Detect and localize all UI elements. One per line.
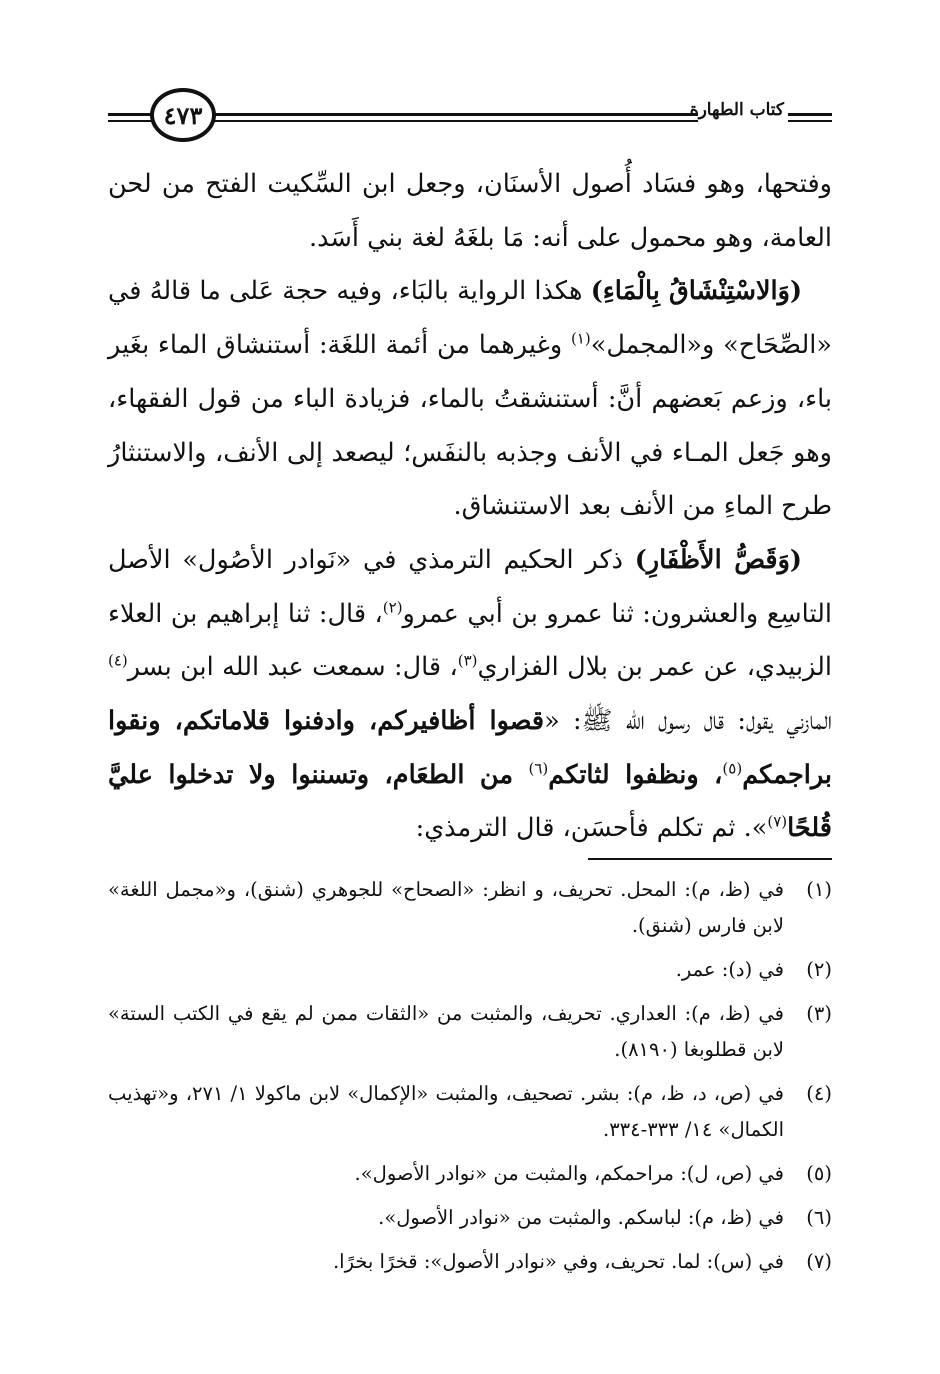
footnote-text: في (ص، د، ظ، م): بشر. تصحيف، والمثبت «الإكمال» لابن ماكولا ١/ ٢٧١، و«تهذيب الكمال» ١٤/ ٣٣٣-٣٣٤. bbox=[108, 1082, 784, 1141]
text-run: ، قال: سمعت عبد الله ابن بسر bbox=[127, 652, 458, 683]
footnote bbox=[108, 1200, 832, 1236]
paragraph bbox=[108, 265, 832, 534]
text-run: وغيرهما من أئمة اللغَة: أستنشاق الماء بغَير باء، وزعم بَعضهم أنَّ: أستنشقتُ بالماء، فزيادة الباء من قول الفقهاء، وهو جَعل المـاء في الأنف وجذبه بالنفَس؛ ليصعد إلى الأنف، والاستنثارُ طرح الماءِ من الأنف بعد الاستنشاق. bbox=[108, 330, 832, 522]
text-run: المازني يقول: قال رسول الله ﷺ: « bbox=[544, 706, 832, 737]
text-run: ». ثم تكلم فأحسَن، قال الترمذي: bbox=[415, 813, 768, 844]
lemma: (وَالاسْتِنْشَاقُ بِالْمَاءِ) bbox=[590, 276, 803, 307]
footnote-text: في (ظ، م): العداري. تحريف، والمثبت من «الثقات ممن لم يقع في الكتب الستة» لابن قطلوبغا (٨١٩٠). bbox=[108, 1002, 784, 1061]
footnote-text: في (س): لما. تحريف، وفي «نوادر الأصول»: قخرًا بخرًا. bbox=[332, 1250, 784, 1273]
footnote-ref[interactable]: (٤) bbox=[108, 651, 128, 670]
footnote-ref[interactable]: (٣) bbox=[457, 651, 478, 670]
footnote-text: في (د): عمر. bbox=[675, 958, 784, 981]
header-rule bbox=[788, 120, 832, 122]
footnote-text: في (ظ، م): المحل. تحريف، و انظر: «الصحاح» للجوهري (شنق)، و«مجمل اللغة» لابن فارس (شنق). bbox=[108, 878, 784, 937]
text-run: ، قال: ثنا إبراهيم بن العلاء الزبيدي، عن عمر بن بلال الفزاري bbox=[108, 598, 832, 683]
footnote-ref[interactable]: (٢) bbox=[382, 598, 403, 617]
lemma: (وَقَصُّ الأَظْفَارِ) bbox=[634, 544, 802, 575]
footnotes bbox=[108, 872, 832, 1288]
text-run: ذكر الحكيم الترمذي في «نَوادر الأصُول» الأصل التاسِع والعشرون: ثنا عمرو بن أبي عمرو bbox=[108, 544, 832, 629]
footnote bbox=[108, 952, 832, 988]
footnote-ref[interactable]: (٥) bbox=[722, 759, 743, 778]
footnote-text: في (ظ، م): لباسكم. والمثبت من «نوادر الأصول». bbox=[378, 1206, 784, 1229]
footnote-ref[interactable]: (١) bbox=[570, 329, 591, 348]
page-header bbox=[108, 86, 832, 148]
paragraph bbox=[108, 534, 832, 856]
header-rule bbox=[214, 113, 698, 116]
footnote-number: (٣) bbox=[806, 1002, 832, 1025]
footnote-number: (١) bbox=[806, 878, 832, 901]
header-rule bbox=[214, 120, 698, 122]
footnote bbox=[108, 872, 832, 944]
text-run: هكذا الرواية بالبَاء، وفيه حجة عَلى ما قالهُ في «الصِّحَاح» و«المجمل» bbox=[108, 276, 832, 361]
hadith-text: ، ونظفوا لثاتكم bbox=[548, 759, 723, 790]
running-title: كتاب الطهارة bbox=[689, 100, 784, 120]
footnote bbox=[108, 996, 832, 1068]
hadith-text: من الطعَام، وتسننوا ولا تدخلوا عليَّ قُلحًا bbox=[108, 759, 832, 844]
footnote-separator bbox=[588, 858, 832, 860]
footnote-number: (٢) bbox=[806, 958, 832, 981]
footnote bbox=[108, 1244, 832, 1280]
footnote-number: (٦) bbox=[806, 1206, 832, 1229]
main-text bbox=[108, 158, 832, 856]
footnote-number: (٥) bbox=[806, 1162, 832, 1185]
paragraph: وفتحها، وهو فسَاد أُصول الأسنَان، وجعل ابن السِّكيت الفتح من لحن العامة، وهو محمول على أنه: مَا بلغَهُ لغة بني أَسَد. bbox=[108, 169, 832, 253]
footnote-number: (٤) bbox=[806, 1082, 832, 1105]
footnote-ref[interactable]: (٦) bbox=[528, 759, 549, 778]
page-number: ٤٧٣ bbox=[150, 88, 216, 142]
footnote-number: (٧) bbox=[806, 1250, 832, 1273]
footnote-ref[interactable]: (٧) bbox=[767, 812, 788, 831]
hadith-text: قصوا أظافيركم، وادفنوا قلاماتكم، ونقوا براجمكم bbox=[108, 706, 832, 790]
footnote bbox=[108, 1076, 832, 1148]
header-rule bbox=[788, 113, 832, 116]
footnote bbox=[108, 1156, 832, 1192]
footnote-text: في (ص، ل): مراحمكم، والمثبت من «نوادر الأصول». bbox=[354, 1162, 784, 1185]
